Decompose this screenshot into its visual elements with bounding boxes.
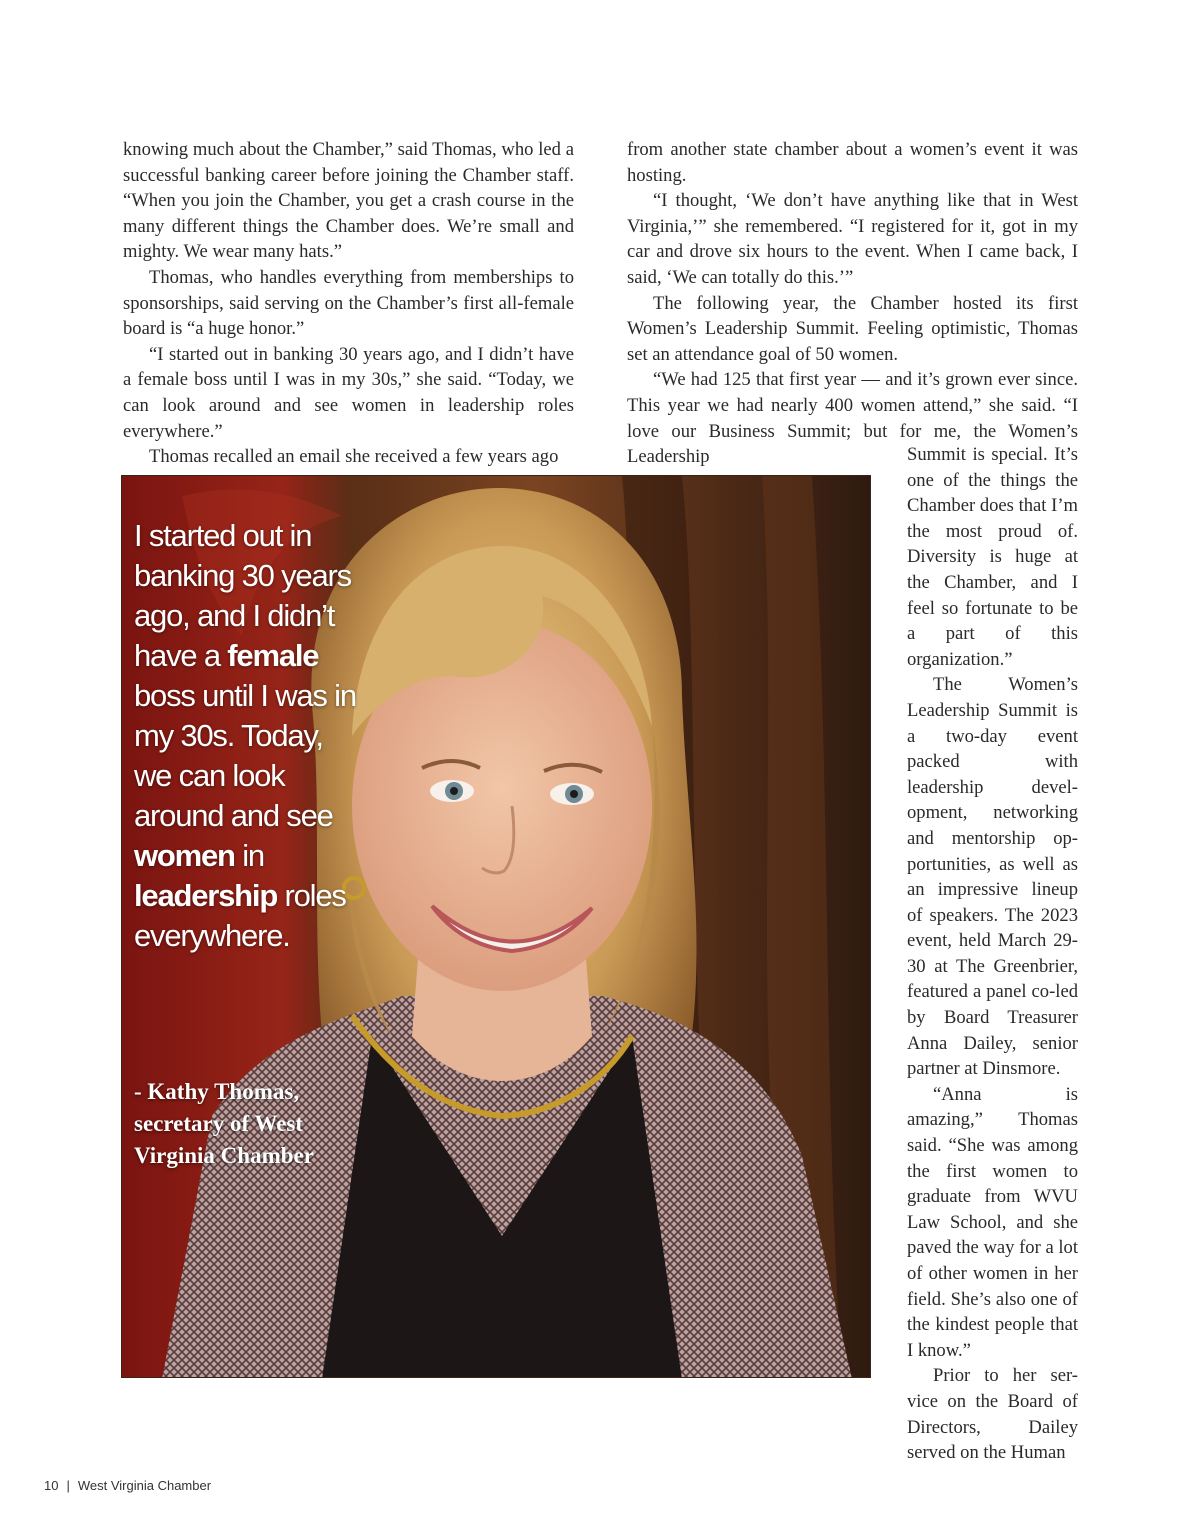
pull-quote bbox=[134, 516, 364, 956]
footer-separator: | bbox=[66, 1478, 70, 1493]
pull-quote-text: boss until I was in my 30s. Today, we can look around and see bbox=[134, 678, 356, 833]
pull-quote-emphasis: leadership bbox=[134, 878, 278, 913]
paragraph: The Women’s Leadership Summit is a two-day event packed with leadership devel-opment, networking and mentorship op-portunities, as well as an impressive lineup of speakers. The 2023 event, held March 29-30 at The Greenbrier, featured a panel co-led by Board Treasurer Anna Dailey, senior partner at Dinsmore. bbox=[907, 674, 1078, 1080]
paragraph: “We had 125 that first year — and it’s grown ever since. This year we had nearly 400 women attend,” she said. “I love our Business Summit; but for me, the Women’s Leadership bbox=[627, 369, 1078, 468]
pull-quote-text: roles everywhere. bbox=[134, 878, 346, 953]
paragraph: knowing much about the Chamber,” said Thomas, who led a successful banking career before joining the Chamber staff. “When you join the Chamber, you get a crash course in the many different things the Chamber does. We’re small and mighty. We wear many hats.” bbox=[123, 139, 574, 263]
page-number: 10 bbox=[44, 1478, 59, 1493]
pull-quote-attribution: - Kathy Thomas, secretary of West Virginia Chamber bbox=[134, 1079, 314, 1168]
pull-quote-text: I started out in banking 30 years ago, and I didn’t have a bbox=[134, 518, 351, 673]
page-footer bbox=[44, 1478, 211, 1493]
article-left-column bbox=[123, 137, 574, 470]
pull-quote-emphasis: female bbox=[227, 638, 319, 673]
article-right-column bbox=[627, 137, 1078, 470]
paragraph: Prior to her ser-vice on the Board of Directors, Dailey served on the Human bbox=[907, 1365, 1078, 1464]
paragraph: “Anna is amazing,” Thomas said. “She was among the first women to graduate from WVU Law School, and she paved the way for a lot of other women in her field. She’s also one of the kindest people that I know.” bbox=[907, 1083, 1078, 1361]
paragraph: Summit is special. It’s one of the things the Chamber does that I’m the most proud of. Diversity is huge at the Chamber, and I feel so fortunate to be a part of this organization.” bbox=[907, 444, 1078, 670]
paragraph: from another state chamber about a women’s event it was hosting. bbox=[627, 139, 1078, 186]
paragraph: Thomas, who handles everything from memberships to sponsorships, said serving on the Chamber’s first all-female board is “a huge honor.” bbox=[123, 266, 574, 340]
pull-quote-emphasis: women bbox=[134, 838, 235, 873]
paragraph: “I thought, ‘We don’t have anything like that in West Virginia,’” she remembered. “I registered for it, got in my car and drove six hours to the event. When I came back, I said, ‘We can totally do this.’” bbox=[627, 190, 1078, 288]
paragraph: The following year, the Chamber hosted its first Women’s Leadership Summit. Feeling optimistic, Thomas set an attendance goal of 50 women. bbox=[627, 292, 1078, 365]
portrait-photo bbox=[121, 475, 871, 1378]
article-right-narrow-column bbox=[907, 442, 1078, 1466]
paragraph: Thomas recalled an email she received a few years ago bbox=[149, 446, 559, 468]
paragraph: “I started out in banking 30 years ago, and I didn’t have a female boss until I was in my 30s,” she said. “Today, we can look around and see women in leadership roles everywhere.” bbox=[123, 343, 574, 442]
publication-name: West Virginia Chamber bbox=[77, 1478, 212, 1493]
pull-quote-text: in bbox=[234, 838, 264, 873]
